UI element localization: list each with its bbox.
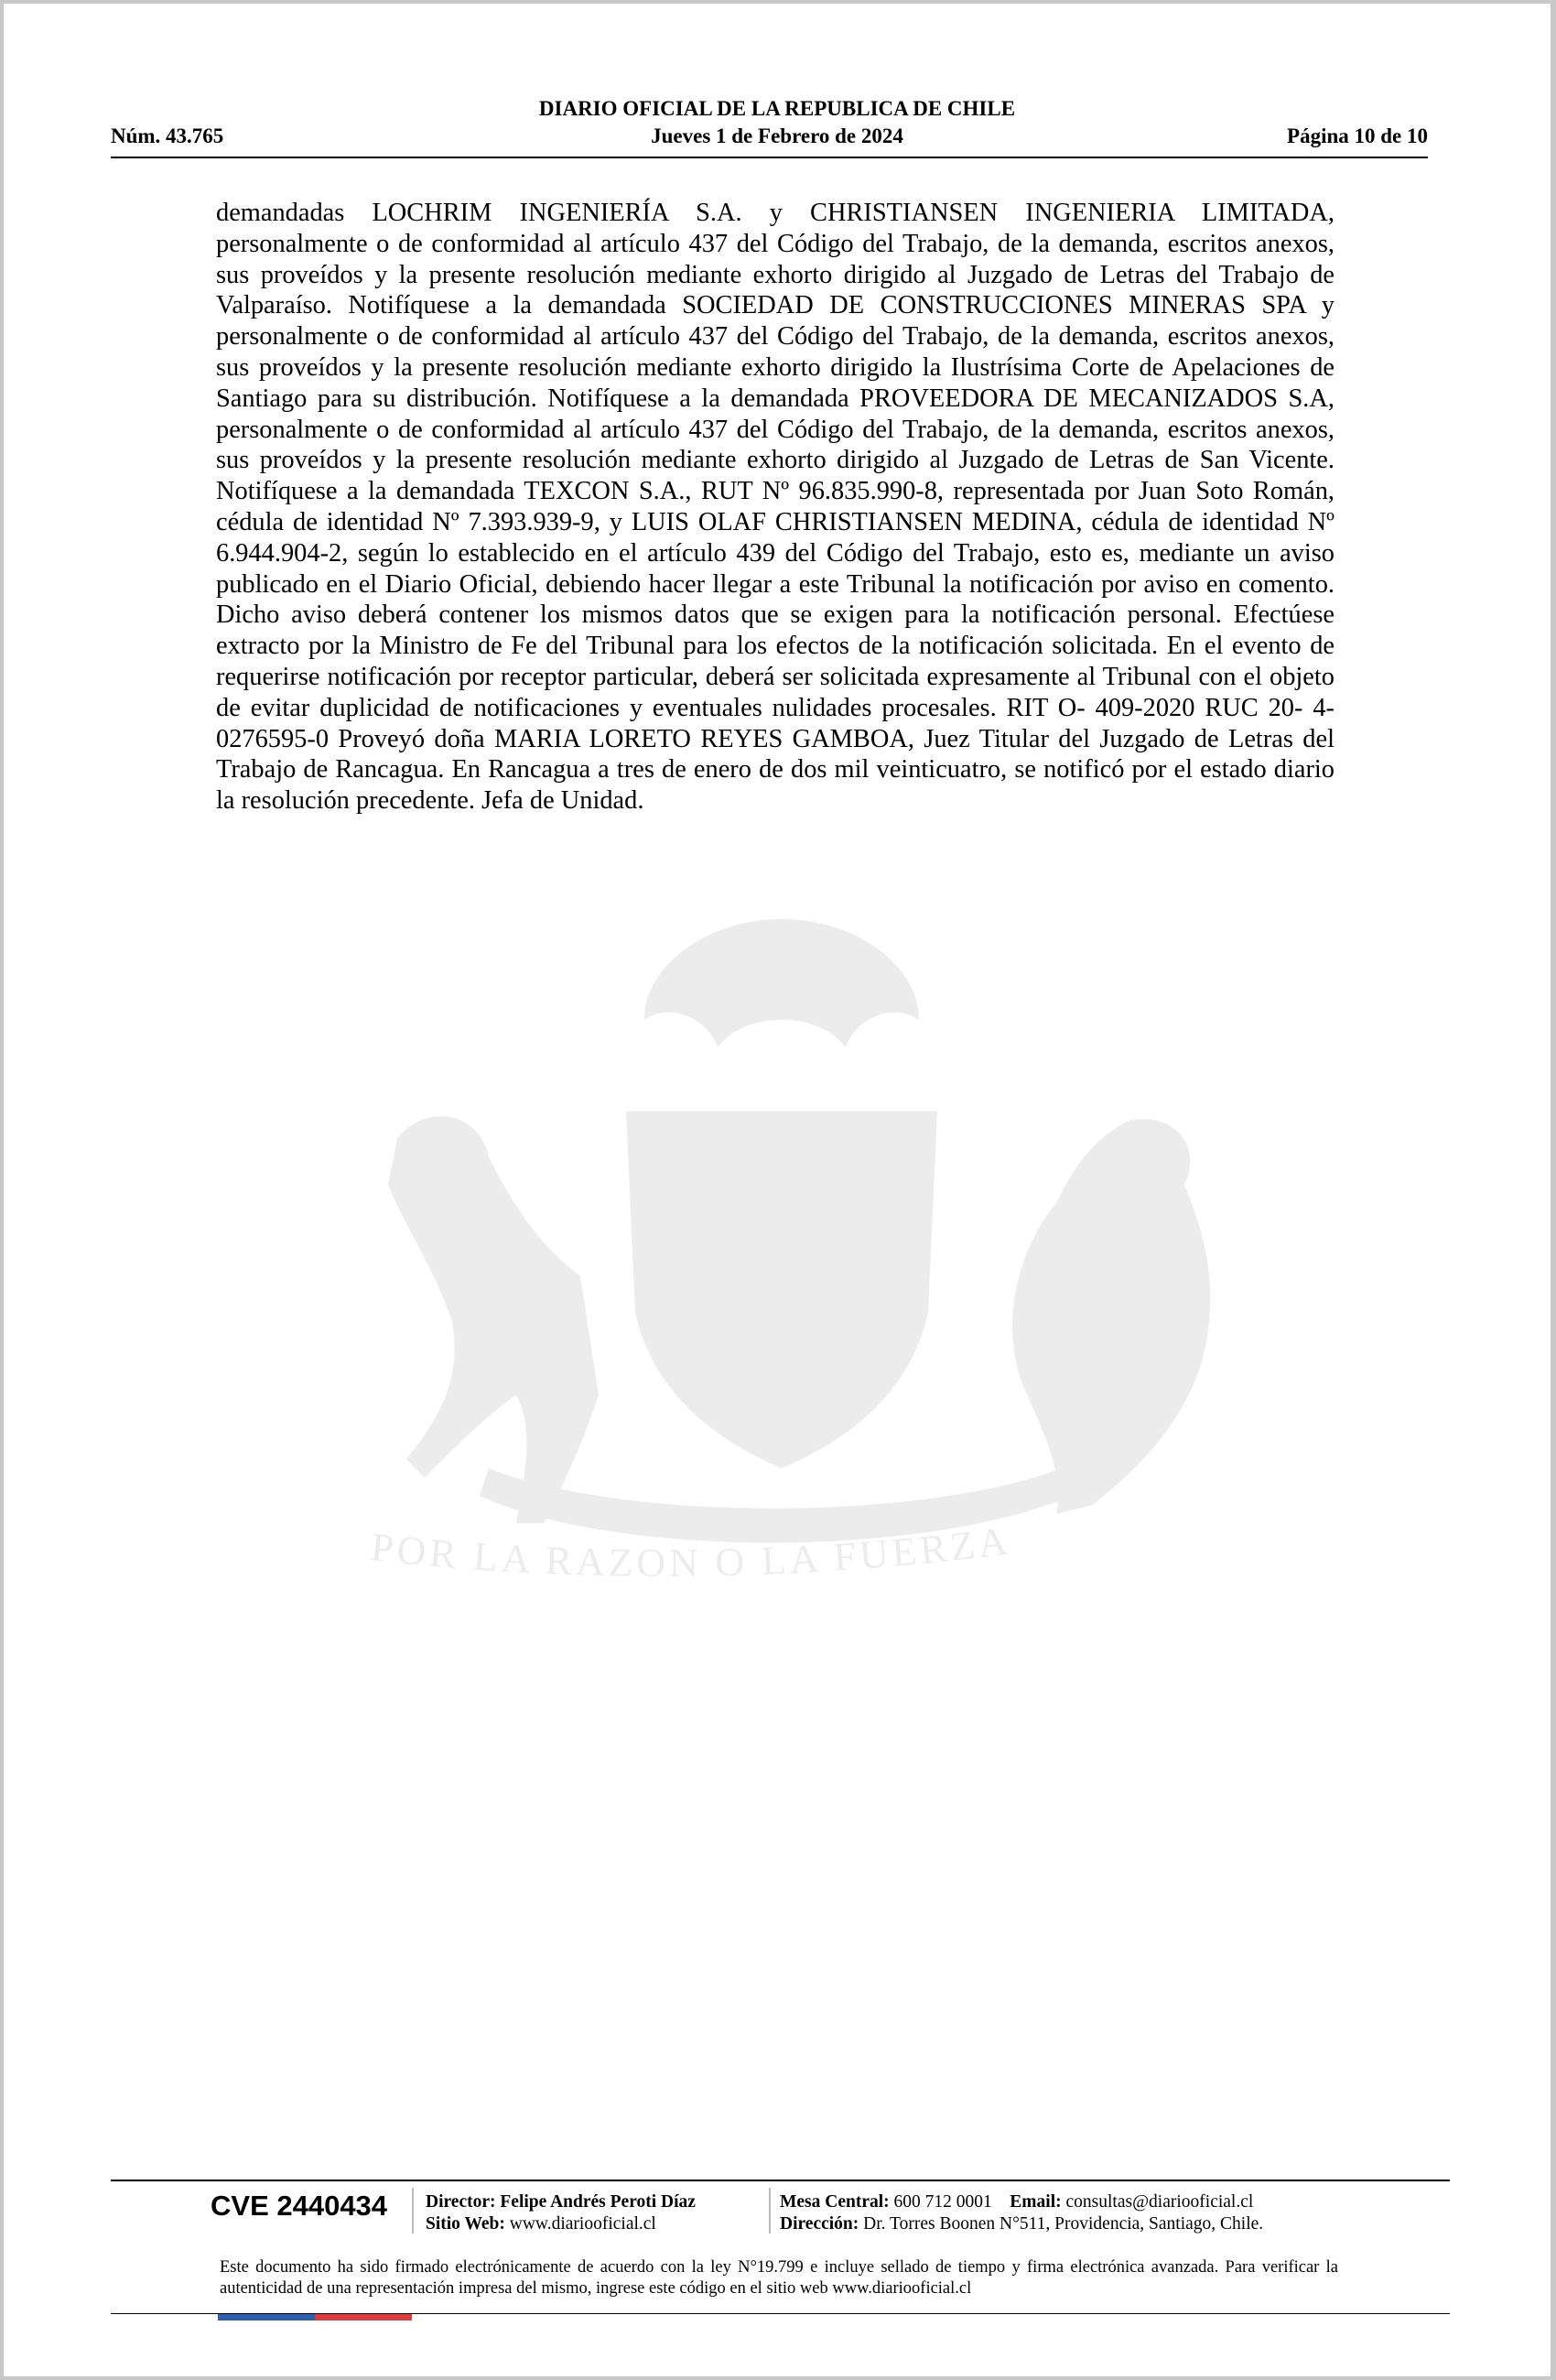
- footer-contact-block: [780, 2191, 1263, 2235]
- body-paragraph: demandadas LOCHRIM INGENIERÍA S.A. y CHRISTIANSEN INGENIERIA LIMITADA, personalmente o de conformidad al artículo 437 del Código del Trabajo, de la demanda, escritos anexos, sus proveídos y la presente resolución mediante exhorto dirigido al Juzgado de Letras del Trabajo de Valparaíso. Notifíquese a la demandada SOCIEDAD DE CONSTRUCCIONES MINERAS SPA y personalmente o de conformidad al artículo 437 del Código del Trabajo, de la demanda, escritos anexos, sus proveídos y la presente resolución mediante exhorto dirigido la Ilustrísima Corte de Apelaciones de Santiago para su distribución. Notifíquese a la demandada PROVEEDORA DE MECANIZADOS S.A, personalmente o de conformidad al artículo 437 del Código del Trabajo, de la demanda, escritos anexos, sus proveídos y la presente resolución mediante exhorto dirigido al Juzgado de Letras de San Vicente. Notifíquese a la demandada TEXCON S.A., RUT Nº 96.835.990-8, representada por Juan Soto Román, cédula de identidad Nº 7.393.939-9, y LUIS OLAF CHRISTIANSEN MEDINA, cédula de identidad Nº 6.944.904-2, según lo establecido en el artículo 439 del Código del Trabajo, esto es, mediante un aviso publicado en el Diario Oficial, debiendo hacer llegar a este Tribunal la notificación por aviso en comento. Dicho aviso deberá contener los mismos datos que se exigen para la notificación personal. Efectúese extracto por la Ministro de Fe del Tribunal para los efectos de la notificación solicitada. En el evento de requerirse notificación por receptor particular, deberá ser solicitada expresamente al Tribunal con el objeto de evitar duplicidad de notificaciones y eventuales nulidades procesales. RIT O- 409-2020 RUC 20- 4-0276595-0 Proveyó doña MARIA LORETO REYES GAMBOA, Juez Titular del Juzgado de Letras del Trabajo de Rancagua. En Rancagua a tres de enero de dos mil veinticuatro, se notificó por el estado diario la resolución precedente. Jefa de Unidad.: [216, 199, 1334, 816]
- mesa-value: 600 712 0001: [893, 2192, 992, 2212]
- document-page: [4, 4, 1551, 2376]
- header-divider: [111, 157, 1428, 158]
- flag-stripe-blue: [218, 2314, 315, 2320]
- coat-of-arms-watermark: [214, 882, 1349, 1688]
- site-link[interactable]: www.diariooficial.cl: [509, 2214, 656, 2234]
- address-value: Dr. Torres Boonen N°511, Providencia, Santiago, Chile.: [863, 2214, 1264, 2234]
- footer-separator: [769, 2188, 771, 2234]
- footer-legal-notice: Este documento ha sido firmado electrónicamente de acuerdo con la ley N°19.799 e incluye sellado de tiempo y firma electrónica avanzada. Para verificar la autenticidad de una representación impresa del mismo, ingrese este código en el sitio web www.diariooficial.cl: [220, 2258, 1338, 2298]
- motto-text: POR LA RAZON O LA FUERZA: [368, 1518, 1014, 1585]
- email-label: Email:: [1010, 2192, 1062, 2212]
- email-link[interactable]: consultas@diariooficial.cl: [1065, 2192, 1254, 2212]
- mesa-label: Mesa Central:: [780, 2192, 890, 2212]
- site-label: Sitio Web:: [426, 2214, 505, 2234]
- issue-number: Núm. 43.765: [111, 124, 224, 147]
- flag-stripe-red: [315, 2314, 412, 2320]
- address-label: Dirección:: [780, 2214, 859, 2234]
- header-title: DIARIO OFICIAL DE LA REPUBLICA DE CHILE: [538, 97, 1016, 120]
- director-value: Felipe Andrés Peroti Díaz: [500, 2192, 696, 2212]
- page-indicator: Página 10 de 10: [1287, 124, 1428, 147]
- footer-divider-top: [111, 2180, 1450, 2181]
- footer-separator: [412, 2188, 414, 2234]
- issue-date: Jueves 1 de Febrero de 2024: [651, 124, 903, 147]
- cve-code: CVE 2440434: [211, 2190, 388, 2222]
- footer-director-block: [426, 2191, 696, 2235]
- director-label: Director:: [426, 2192, 496, 2212]
